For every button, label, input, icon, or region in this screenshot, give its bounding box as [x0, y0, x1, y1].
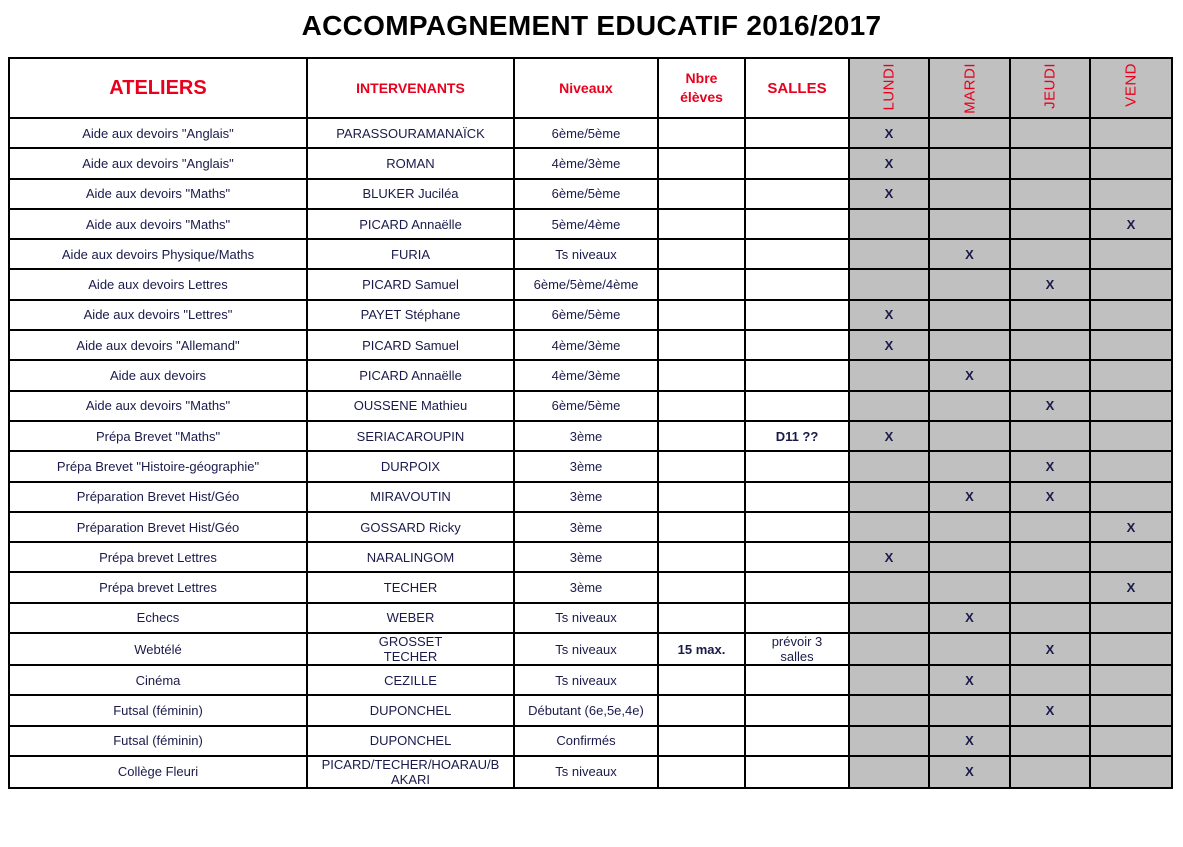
day-mark: X [965, 610, 974, 626]
intervenants-cell [307, 756, 514, 788]
day-cell-vend [1090, 603, 1172, 633]
day-cell-mardi [929, 421, 1010, 451]
table-row [9, 603, 1172, 633]
day-cell-jeudi [1010, 330, 1090, 360]
day-cell-mardi [929, 209, 1010, 239]
day-cell-lundi [849, 239, 929, 269]
niveaux-cell: 4ème/3ème [514, 330, 658, 360]
atelier-cell: Cinéma [9, 665, 307, 695]
header-day-lundi [849, 58, 929, 118]
nbre-eleves-cell [658, 756, 745, 788]
header-day-mardi [929, 58, 1010, 118]
day-cell-jeudi [1010, 209, 1090, 239]
intervenant-line: DUPONCHEL [369, 702, 452, 718]
intervenants-cell [307, 603, 514, 633]
salles-cell [745, 665, 849, 695]
intervenant-line: NARALINGOM [366, 549, 455, 565]
nbre-eleves-cell [658, 360, 745, 390]
day-cell-lundi [849, 482, 929, 512]
table-row [9, 633, 1172, 665]
day-cell-vend [1090, 118, 1172, 148]
day-cell-vend [1090, 421, 1172, 451]
day-cell-mardi [929, 603, 1010, 633]
day-cell-lundi [849, 330, 929, 360]
day-cell-mardi [929, 665, 1010, 695]
day-cell-jeudi [1010, 451, 1090, 481]
nbre-eleves-cell: 15 max. [658, 633, 745, 665]
day-cell-mardi [929, 633, 1010, 665]
niveaux-cell: 3ème [514, 542, 658, 572]
day-cell-vend [1090, 756, 1172, 788]
table-row [9, 451, 1172, 481]
day-cell-jeudi [1010, 391, 1090, 421]
day-cell-lundi [849, 512, 929, 542]
header-salles: SALLES [745, 58, 849, 118]
table-row [9, 330, 1172, 360]
day-cell-vend [1090, 360, 1172, 390]
day-mark: X [1045, 458, 1055, 474]
day-cell-mardi [929, 118, 1010, 148]
intervenants-cell [307, 633, 514, 665]
intervenant-line: BLUKER Juciléa [362, 186, 459, 202]
day-cell-lundi [849, 756, 929, 788]
intervenant-line: AKARI [390, 771, 430, 787]
niveaux-cell: 6ème/5ème [514, 391, 658, 421]
table-body [9, 118, 1172, 788]
nbre-eleves-cell [658, 148, 745, 178]
salles-cell [745, 603, 849, 633]
day-cell-jeudi [1010, 572, 1090, 602]
header-intervenants: INTERVENANTS [307, 58, 514, 118]
day-cell-vend [1090, 482, 1172, 512]
table-row [9, 695, 1172, 725]
salle-line: D11 ?? [775, 428, 819, 444]
intervenants-cell [307, 512, 514, 542]
day-mark: X [884, 186, 894, 202]
day-cell-mardi [929, 451, 1010, 481]
table-row [9, 269, 1172, 299]
nbre-eleves-cell [658, 209, 745, 239]
atelier-cell: Aide aux devoirs "Anglais" [9, 118, 307, 148]
table-row [9, 421, 1172, 451]
nbre-eleves-cell [658, 695, 745, 725]
day-cell-mardi [929, 542, 1010, 572]
day-cell-lundi [849, 179, 929, 209]
niveaux-cell: Ts niveaux [514, 665, 658, 695]
niveaux-cell: Ts niveaux [514, 603, 658, 633]
day-cell-jeudi [1010, 300, 1090, 330]
intervenants-cell [307, 330, 514, 360]
day-cell-lundi [849, 572, 929, 602]
header-nbre-line2: élèves [680, 89, 723, 105]
day-cell-lundi [849, 391, 929, 421]
nbre-eleves-cell [658, 512, 745, 542]
niveaux-cell: Confirmés [514, 726, 658, 756]
day-cell-lundi [849, 633, 929, 665]
nbre-eleves-cell [658, 421, 745, 451]
atelier-cell: Préparation Brevet Hist/Géo [9, 482, 307, 512]
day-mark: X [965, 489, 974, 505]
nbre-eleves-cell [658, 179, 745, 209]
day-cell-vend [1090, 451, 1172, 481]
atelier-cell: Futsal (féminin) [9, 726, 307, 756]
intervenants-cell [307, 118, 514, 148]
atelier-cell: Prépa brevet Lettres [9, 542, 307, 572]
intervenant-line: PICARD Samuel [362, 337, 459, 353]
intervenants-cell [307, 148, 514, 178]
day-cell-jeudi [1010, 360, 1090, 390]
day-cell-lundi [849, 603, 929, 633]
intervenant-line: SERIACAROUPIN [356, 428, 465, 444]
day-cell-mardi [929, 269, 1010, 299]
salles-cell [745, 542, 849, 572]
day-cell-jeudi [1010, 695, 1090, 725]
intervenants-cell [307, 482, 514, 512]
intervenants-cell [307, 542, 514, 572]
nbre-eleves-cell [658, 572, 745, 602]
day-cell-lundi [849, 269, 929, 299]
day-cell-vend [1090, 633, 1172, 665]
day-mark: X [965, 246, 974, 262]
table-row [9, 209, 1172, 239]
salles-cell [745, 482, 849, 512]
salles-cell [745, 330, 849, 360]
intervenants-cell [307, 239, 514, 269]
header-day-vend [1090, 58, 1172, 118]
day-cell-vend [1090, 300, 1172, 330]
atelier-cell: Futsal (féminin) [9, 695, 307, 725]
day-cell-lundi [849, 209, 929, 239]
day-cell-jeudi [1010, 482, 1090, 512]
header-nbre-eleves [658, 58, 745, 118]
day-cell-vend [1090, 542, 1172, 572]
day-cell-vend [1090, 572, 1172, 602]
intervenant-line: PICARD Annaëlle [359, 368, 462, 384]
header-day-mardi-label: MARDI [961, 63, 978, 114]
day-cell-lundi [849, 695, 929, 725]
day-cell-vend [1090, 726, 1172, 756]
atelier-cell: Webtélé [9, 633, 307, 665]
table-row [9, 482, 1172, 512]
salle-line: prévoir 3 [771, 634, 823, 650]
intervenant-line: PARASSOURAMANAÏCK [336, 125, 485, 141]
atelier-cell: Aide aux devoirs "Anglais" [9, 148, 307, 178]
table-row [9, 756, 1172, 788]
day-mark: X [1126, 216, 1136, 232]
day-cell-mardi [929, 512, 1010, 542]
niveaux-cell: 3ème [514, 421, 658, 451]
intervenant-line: TECHER [383, 649, 438, 665]
intervenants-cell [307, 179, 514, 209]
intervenant-line: PAYET Stéphane [360, 307, 461, 323]
day-mark: X [1045, 702, 1055, 718]
salles-cell [745, 209, 849, 239]
day-cell-mardi [929, 360, 1010, 390]
atelier-cell: Aide aux devoirs [9, 360, 307, 390]
intervenants-cell [307, 726, 514, 756]
day-cell-mardi [929, 482, 1010, 512]
day-cell-lundi [849, 665, 929, 695]
niveaux-cell: Ts niveaux [514, 756, 658, 788]
atelier-cell: Echecs [9, 603, 307, 633]
atelier-cell: Prépa brevet Lettres [9, 572, 307, 602]
day-cell-mardi [929, 695, 1010, 725]
niveaux-cell: 6ème/5ème [514, 179, 658, 209]
nbre-eleves-cell [658, 300, 745, 330]
atelier-cell: Aide aux devoirs Physique/Maths [9, 239, 307, 269]
page-title: ACCOMPAGNEMENT EDUCATIF 2016/2017 [301, 10, 882, 41]
intervenant-line: GROSSET [378, 634, 443, 650]
header-day-lundi-label: LUNDI [880, 63, 898, 111]
header-day-jeudi [1010, 58, 1090, 118]
day-cell-lundi [849, 148, 929, 178]
table-row [9, 300, 1172, 330]
nbre-eleves-cell [658, 665, 745, 695]
intervenant-line: PICARD Samuel [362, 277, 459, 293]
niveaux-cell: 3ème [514, 482, 658, 512]
day-cell-mardi [929, 391, 1010, 421]
header-row [9, 58, 1172, 118]
niveaux-cell: 4ème/3ème [514, 148, 658, 178]
day-mark: X [1045, 641, 1055, 657]
header-day-jeudi-label: JEUDI [1041, 63, 1059, 109]
salles-cell [745, 695, 849, 725]
day-cell-jeudi [1010, 118, 1090, 148]
day-cell-jeudi [1010, 269, 1090, 299]
header-niveaux: Niveaux [514, 58, 658, 118]
intervenant-line: PICARD/TECHER/HOARAU/B [321, 756, 500, 772]
day-cell-vend [1090, 239, 1172, 269]
day-mark: X [884, 549, 894, 565]
day-cell-jeudi [1010, 512, 1090, 542]
intervenants-cell [307, 391, 514, 421]
day-cell-jeudi [1010, 726, 1090, 756]
salle-line: salles [780, 649, 814, 665]
day-cell-vend [1090, 269, 1172, 299]
day-mark: X [965, 368, 974, 384]
table-row [9, 179, 1172, 209]
day-mark: X [965, 672, 974, 688]
intervenants-cell [307, 421, 514, 451]
nbre-eleves-cell [658, 239, 745, 269]
table-row [9, 512, 1172, 542]
day-cell-lundi [849, 451, 929, 481]
intervenant-line: OUSSENE Mathieu [353, 398, 468, 414]
nbre-eleves-cell [658, 726, 745, 756]
day-mark: X [884, 337, 894, 353]
day-cell-lundi [849, 542, 929, 572]
salles-cell [745, 239, 849, 269]
day-mark: X [884, 428, 894, 444]
day-mark: X [884, 155, 894, 171]
day-cell-mardi [929, 726, 1010, 756]
day-cell-vend [1090, 665, 1172, 695]
niveaux-cell: 6ème/5ème [514, 118, 658, 148]
day-mark: X [1045, 277, 1055, 293]
table-row [9, 572, 1172, 602]
table-row [9, 726, 1172, 756]
header-ateliers: ATELIERS [9, 58, 307, 118]
atelier-cell: Collège Fleuri [9, 756, 307, 788]
salles-cell [745, 118, 849, 148]
day-cell-lundi [849, 421, 929, 451]
intervenants-cell [307, 300, 514, 330]
niveaux-cell: 6ème/5ème [514, 300, 658, 330]
day-cell-mardi [929, 179, 1010, 209]
intervenant-line: GOSSARD Ricky [360, 519, 461, 535]
intervenant-line: WEBER [386, 610, 435, 626]
nbre-eleves-cell [658, 451, 745, 481]
day-cell-mardi [929, 330, 1010, 360]
niveaux-cell: 4ème/3ème [514, 360, 658, 390]
day-cell-jeudi [1010, 633, 1090, 665]
intervenants-cell [307, 572, 514, 602]
salles-cell [745, 391, 849, 421]
intervenants-cell [307, 360, 514, 390]
table-row [9, 391, 1172, 421]
day-cell-vend [1090, 209, 1172, 239]
atelier-cell: Préparation Brevet Hist/Géo [9, 512, 307, 542]
day-cell-mardi [929, 148, 1010, 178]
day-cell-mardi [929, 239, 1010, 269]
intervenant-line: DURPOIX [380, 458, 441, 474]
day-mark: X [884, 125, 894, 141]
atelier-cell: Aide aux devoirs "Allemand" [9, 330, 307, 360]
table-row [9, 239, 1172, 269]
table-row [9, 542, 1172, 572]
intervenant-line: FURIA [391, 246, 430, 262]
day-cell-jeudi [1010, 603, 1090, 633]
day-cell-jeudi [1010, 239, 1090, 269]
nbre-eleves-cell [658, 118, 745, 148]
niveaux-cell: 5ème/4ème [514, 209, 658, 239]
day-cell-lundi [849, 300, 929, 330]
nbre-eleves-cell [658, 542, 745, 572]
day-cell-vend [1090, 179, 1172, 209]
salles-cell [745, 421, 849, 451]
nbre-eleves-cell [658, 391, 745, 421]
intervenant-line: MIRAVOUTIN [370, 489, 451, 505]
intervenant-line: TECHER [383, 580, 438, 596]
day-cell-jeudi [1010, 148, 1090, 178]
day-cell-jeudi [1010, 421, 1090, 451]
salles-cell [745, 148, 849, 178]
schedule-table [8, 57, 1173, 789]
day-cell-lundi [849, 360, 929, 390]
day-cell-mardi [929, 572, 1010, 602]
day-mark: X [965, 733, 974, 749]
day-cell-mardi [929, 756, 1010, 788]
niveaux-cell: 3ème [514, 572, 658, 602]
salles-cell [745, 572, 849, 602]
day-cell-jeudi [1010, 179, 1090, 209]
salles-cell [745, 756, 849, 788]
header-nbre-line1: Nbre [685, 70, 718, 86]
atelier-cell: Prépa Brevet "Maths" [9, 421, 307, 451]
nbre-eleves-cell [658, 482, 745, 512]
day-mark: X [1126, 580, 1136, 596]
table-row [9, 665, 1172, 695]
salles-cell [745, 300, 849, 330]
niveaux-cell: Débutant (6e,5e,4e) [514, 695, 658, 725]
atelier-cell: Aide aux devoirs Lettres [9, 269, 307, 299]
day-mark: X [965, 764, 974, 780]
niveaux-cell: 6ème/5ème/4ème [514, 269, 658, 299]
niveaux-cell: 3ème [514, 512, 658, 542]
day-mark: X [884, 307, 894, 323]
intervenant-line: ROMAN [386, 155, 435, 171]
intervenant-line: PICARD Annaëlle [359, 216, 462, 232]
atelier-cell: Prépa Brevet "Histoire-géographie" [9, 451, 307, 481]
niveaux-cell: Ts niveaux [514, 633, 658, 665]
niveaux-cell: Ts niveaux [514, 239, 658, 269]
salles-cell [745, 512, 849, 542]
salles-cell [745, 633, 849, 665]
day-cell-jeudi [1010, 542, 1090, 572]
nbre-eleves-cell [658, 603, 745, 633]
day-cell-lundi [849, 118, 929, 148]
day-cell-mardi [929, 300, 1010, 330]
salles-cell [745, 360, 849, 390]
intervenants-cell [307, 269, 514, 299]
nbre-eleves-cell [658, 269, 745, 299]
salles-cell [745, 179, 849, 209]
atelier-cell: Aide aux devoirs "Lettres" [9, 300, 307, 330]
day-mark: X [1045, 489, 1055, 505]
niveaux-cell: 3ème [514, 451, 658, 481]
day-cell-vend [1090, 391, 1172, 421]
day-mark: X [1126, 519, 1136, 535]
salles-cell [745, 726, 849, 756]
table-row [9, 118, 1172, 148]
salles-cell [745, 269, 849, 299]
day-cell-vend [1090, 148, 1172, 178]
salles-cell [745, 451, 849, 481]
intervenants-cell [307, 209, 514, 239]
day-cell-vend [1090, 695, 1172, 725]
intervenant-line: CEZILLE [384, 672, 437, 688]
intervenant-line: DUPONCHEL [369, 733, 452, 749]
intervenants-cell [307, 695, 514, 725]
day-cell-vend [1090, 512, 1172, 542]
nbre-eleves-cell [658, 330, 745, 360]
intervenants-cell [307, 451, 514, 481]
header-day-vend-label: VEND [1122, 63, 1140, 107]
atelier-cell: Aide aux devoirs "Maths" [9, 179, 307, 209]
atelier-cell: Aide aux devoirs "Maths" [9, 209, 307, 239]
day-cell-lundi [849, 726, 929, 756]
intervenants-cell [307, 665, 514, 695]
day-cell-vend [1090, 330, 1172, 360]
day-cell-jeudi [1010, 665, 1090, 695]
atelier-cell: Aide aux devoirs "Maths" [9, 391, 307, 421]
table-row [9, 148, 1172, 178]
table-row [9, 360, 1172, 390]
day-mark: X [1045, 398, 1055, 414]
day-cell-jeudi [1010, 756, 1090, 788]
